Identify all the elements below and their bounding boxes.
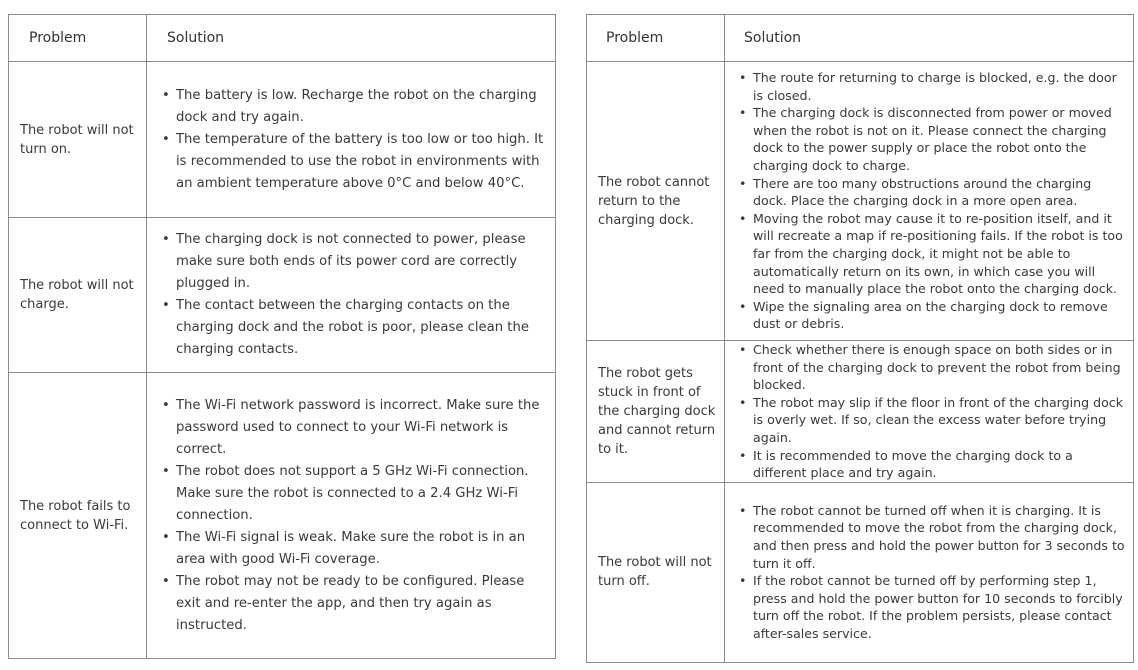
- solution-item: • The robot may slip if the floor in front of the charging dock is overly wet. If so, clean the excess water before trying again.: [739, 394, 1124, 445]
- solution-item: • Moving the robot may cause it to re-position itself, and it will recreate a map if re-positioning fails. If the robot is too far from the charging dock, it might not be able to automatically return on its own, in which case you will need to manually place the robot onto the charging dock.: [739, 210, 1123, 297]
- solution-item: • There are too many obstructions around the charging dock. Place the charging dock in a more open area.: [739, 175, 1092, 209]
- solution-item: • Check whether there is enough space on both sides or in front of the charging dock to prevent the robot from being blocked.: [739, 342, 1121, 393]
- solution-item: • The temperature of the battery is too low or too high. It is recommended to use the robot in environments with an ambient temperature above 0°C and below 40°C.: [162, 131, 544, 191]
- solution-item: • The charging dock is disconnected from power or moved when the robot is not on it. Please connect the charging dock to the power supply or place the robot onto the charging dock to charge.: [739, 105, 1112, 174]
- solution-item: • Wipe the signaling area on the charging dock to remove dust or debris.: [739, 298, 1108, 332]
- solution-cell: [725, 341, 1134, 483]
- solution-item: • The charging dock is not connected to power, please make sure both ends of its power cord are correctly plugged in.: [162, 232, 526, 291]
- solution-column-header: Solution: [725, 15, 1134, 62]
- solution-list: [738, 502, 1127, 643]
- table-header-row: [9, 15, 556, 62]
- table-row: [587, 62, 1134, 341]
- problem-cell: The robot gets stuck in front of the charging dock and cannot return to it.: [587, 341, 725, 483]
- solution-item: • The contact between the charging contacts on the charging dock and the robot is poor, please clean the charging contacts.: [162, 298, 529, 357]
- solution-item: • The battery is low. Recharge the robot on the charging dock and try again.: [162, 87, 537, 125]
- solution-item: • The robot may not be ready to be configured. Please exit and re-enter the app, and then try again as instructed.: [162, 573, 525, 633]
- solution-item: • If the robot cannot be turned off by performing step 1, press and hold the power button for 10 seconds to forcibly turn off the robot. If the problem persists, please contact after-sales service.: [739, 573, 1123, 642]
- solution-column-header: Solution: [147, 15, 556, 62]
- problem-column-header: Problem: [587, 15, 725, 62]
- troubleshooting-table-right: [586, 14, 1134, 663]
- solution-item: • The robot does not support a 5 GHz Wi-Fi connection. Make sure the robot is connected to a 2.4 GHz Wi-Fi connection.: [162, 463, 529, 523]
- table-row: [9, 218, 556, 373]
- problem-cell: The robot fails to connect to Wi-Fi.: [9, 373, 147, 659]
- solution-cell: [147, 62, 556, 218]
- solution-item: • The route for returning to charge is blocked, e.g. the door is closed.: [739, 70, 1117, 103]
- problem-cell: The robot cannot return to the charging dock.: [587, 62, 725, 341]
- problem-cell: The robot will not turn off.: [587, 482, 725, 662]
- solution-list: [161, 395, 549, 637]
- solution-list: [161, 85, 549, 195]
- solution-cell: [147, 218, 556, 373]
- solution-cell: [725, 62, 1134, 341]
- solution-cell: [147, 373, 556, 659]
- solution-list: [161, 229, 549, 361]
- solution-list: [738, 69, 1127, 333]
- table-row: [587, 482, 1134, 662]
- table-row: [9, 373, 556, 659]
- solution-item: • The Wi-Fi signal is weak. Make sure the robot is in an area with good Wi-Fi coverage.: [162, 529, 526, 567]
- table-row: [587, 341, 1134, 483]
- solution-item: • The Wi-Fi network password is incorrect. Make sure the password used to connect to your Wi-Fi network is correct.: [162, 397, 540, 457]
- table-row: [9, 62, 556, 218]
- problem-cell: The robot will not turn on.: [9, 62, 147, 218]
- solution-item: • It is recommended to move the charging dock to a different place and try again.: [739, 447, 1073, 481]
- table-header-row: [587, 15, 1134, 62]
- solution-list: [738, 341, 1127, 482]
- troubleshooting-table-left: [8, 14, 556, 659]
- problem-column-header: Problem: [9, 15, 147, 62]
- problem-cell: The robot will not charge.: [9, 218, 147, 373]
- solution-cell: [725, 482, 1134, 662]
- solution-item: • The robot cannot be turned off when it is charging. It is recommended to move the robot from the charging dock, and then press and hold the power button for 3 seconds to turn it off.: [739, 502, 1125, 571]
